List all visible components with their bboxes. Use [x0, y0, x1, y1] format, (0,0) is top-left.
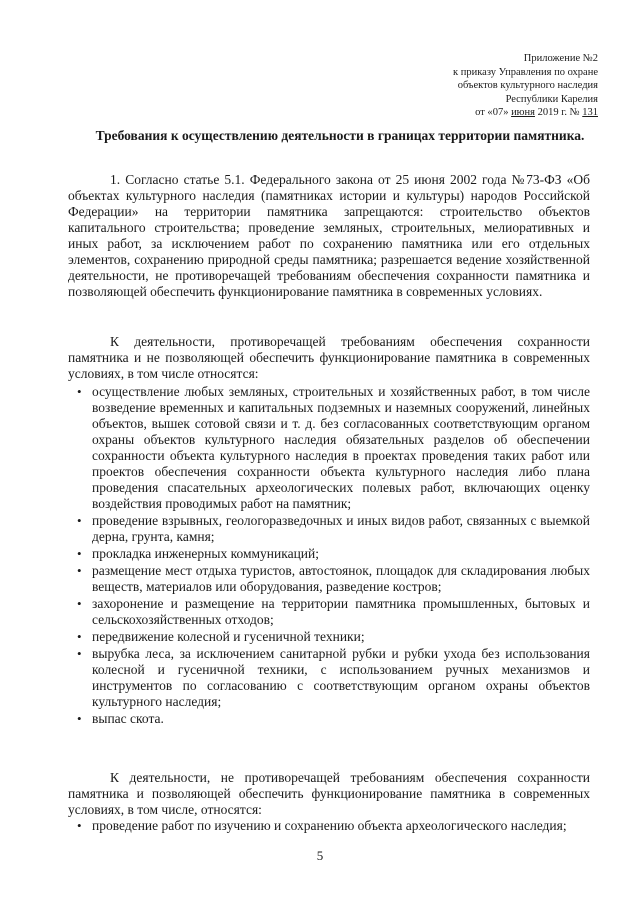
prohibited-activities-list — [68, 384, 590, 728]
approval-date — [298, 106, 598, 120]
approval-stamp — [298, 52, 598, 120]
list-item: • осуществление любых земляных, строительных и хозяйственных работ, в том числе возведение временных и капитальных подземных и наземных сооружений, линейных объектов, вышек сотовой связи и т. д. без согласованных соответствующим органом охраны объектов культурного наследия обязательных разделов об обеспечении сохранности объекта культурного наследия в проектах проведения таких работ или проектов обеспечения сохранности объекта культурного наследия либо плана проведения спасательных археологических полевых работ, включающих оценку воздействия проводимых работ на памятник; — [68, 384, 590, 512]
list-item: • передвижение колесной и гусеничной техники; — [68, 629, 590, 645]
list-item: • прокладка инженерных коммуникаций; — [68, 546, 590, 562]
document-title: Требования к осуществлению деятельности в границах территории памятника. — [95, 128, 585, 143]
list-item: • проведение работ по изучению и сохранению объекта археологического наследия; — [68, 818, 590, 834]
list-item: • захоронение и размещение на территории памятника промышленных, бытовых и сельскохозяйственных отходов; — [68, 596, 590, 628]
approval-line: Республики Карелия — [505, 93, 598, 105]
approval-line: Приложение №2 — [523, 53, 598, 64]
page-number: 5 — [316, 848, 324, 863]
approval-line: объектов культурного наследия — [457, 80, 598, 91]
date-day: 07 — [492, 107, 504, 118]
paragraph-2: К деятельности, противоречащей требованиям обеспечения сохранности памятника и не позволяющей обеспечить функционирование памятника в современных условиях, в том числе относятся: — [68, 334, 590, 381]
list-item: • проведение взрывных, геологоразведочных и иных видов работ, связанных с выемкой дерна, грунта, камня; — [68, 513, 590, 545]
permitted-activities-list — [68, 818, 590, 835]
date-year: 2019 г. № — [534, 107, 583, 118]
date-month: июня — [511, 107, 535, 118]
date-number: 131 — [582, 107, 598, 118]
date-prefix: от « — [475, 107, 493, 118]
approval-line: к приказу Управления по охране — [453, 66, 598, 78]
paragraph-1: 1. Согласно статье 5.1. Федерального закона от 25 июня 2002 года №73-ФЗ «Об объектах культурного наследия (памятниках истории и культуры) народов Российской Федерации» на территории памятника запрещаются: строительство объектов капитального строительства; проведение земляных, строительных, мелиоративных и иных работ, за исключением работ по сохранению памятника или его отдельных элементов, сохранению природной среды памятника; разрешается ведение хозяйственной деятельности, не противоречащей требованиям обеспечения сохранности памятника и позволяющей обеспечить функционирование памятника в современных условиях. — [68, 172, 590, 299]
list-item: • размещение мест отдыха туристов, автостоянок, площадок для складирования любых веществ, материалов или оборудования, разведение костров; — [68, 563, 590, 595]
list-item: • вырубка леса, за исключением санитарной рубки и рубки ухода без использования колесной и гусеничной техники, с использованием ручных механизмов и инструментов по согласованию с соответствующим органом охраны объектов культурного наследия; — [68, 646, 590, 710]
date-mid: » — [503, 107, 512, 118]
list-item: • выпас скота. — [68, 711, 590, 727]
paragraph-3: К деятельности, не противоречащей требованиям обеспечения сохранности памятника и позволяющей обеспечить функционирование памятника в современных условиях, в том числе, относятся: — [68, 770, 590, 817]
